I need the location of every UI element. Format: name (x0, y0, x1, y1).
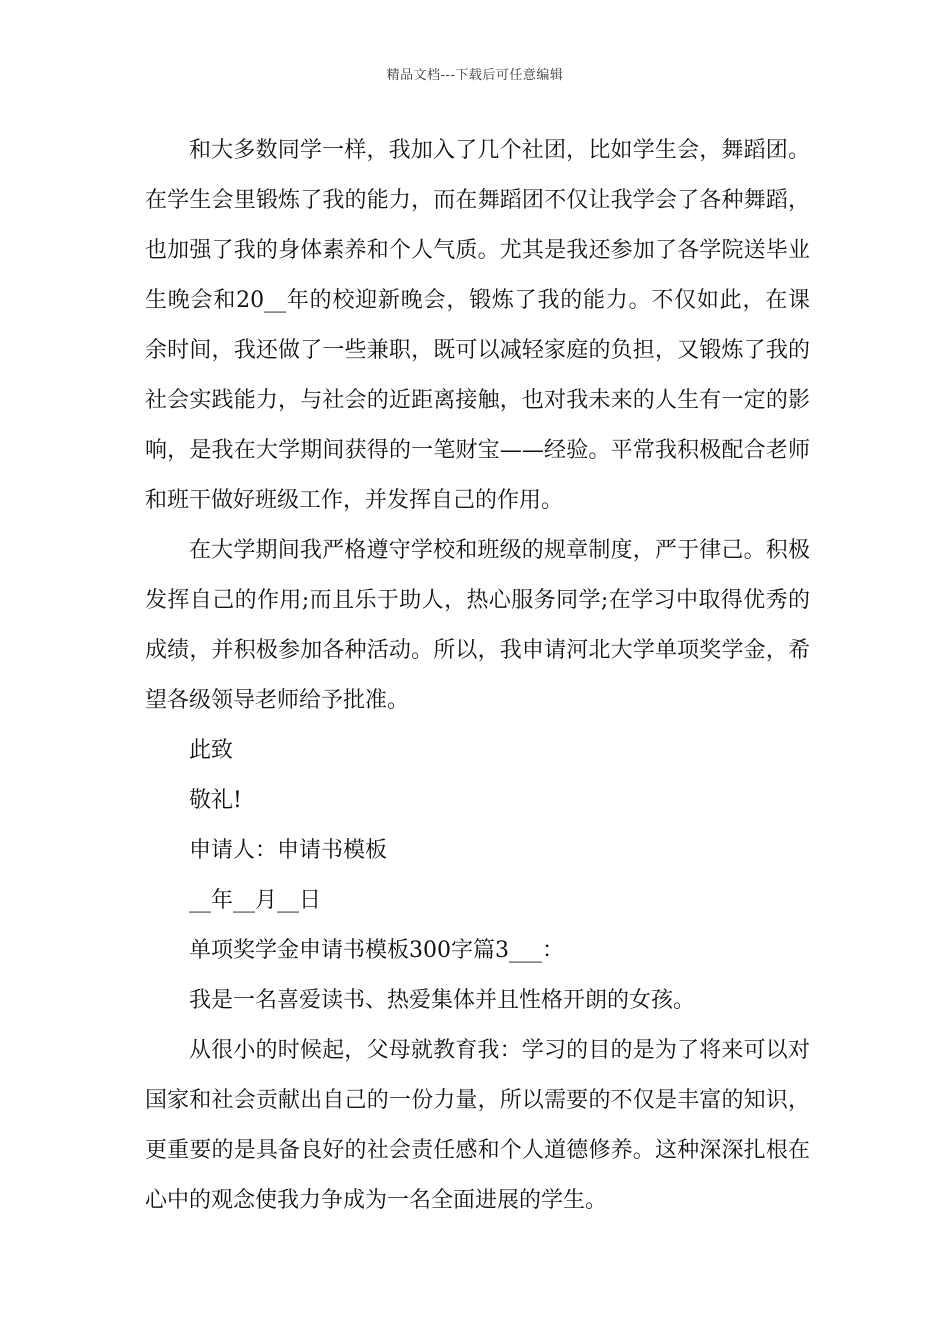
paragraph-upbringing: 从很小的时候起，父母就教育我：学习的目的是为了将来可以对国家和社会贡献出自己的一份力量，所以需要的不仅是丰富的知识，更重要的是具备良好的社会责任感和个人道德修养。这种深深扎根在心中的观念使我力争成为一名全面进展的学生。 (145, 1038, 810, 1213)
section-title: 单项奖学金申请书模板300字篇3___： (189, 938, 564, 963)
page-header: 精品文档---下载后可任意编辑 (386, 68, 564, 83)
document-body (145, 126, 810, 1226)
paragraph-clubs: 和大多数同学一样，我加入了几个社团，比如学生会，舞蹈团。在学生会里锻炼了我的能力，而在舞蹈团不仅让我学会了各种舞蹈，也加强了我的身体素养和个人气质。尤其是我还参加了各学院送毕业生晚会和20__年的校迎新晚会，锻炼了我的能力。不仅如此，在课余时间，我还做了一些兼职，既可以减轻家庭的负担，又锻炼了我的社会实践能力，与社会的近距离接触，也对我未来的人生有一定的影响，是我在大学期间获得的一笔财宝——经验。平常我积极配合老师和班干做好班级工作，并发挥自己的作用。 (145, 138, 810, 513)
paragraph-intro: 我是一名喜爱读书、热爱集体并且性格开朗的女孩。 (189, 988, 696, 1013)
date-line: __年__月__日 (189, 888, 322, 913)
closing-salutation: 此致 (189, 738, 234, 763)
closing-respect: 敬礼! (189, 788, 242, 813)
paragraph-discipline: 在大学期间我严格遵守学校和班级的规章制度，严于律己。积极发挥自己的作用;而且乐于助人，热心服务同学;在学习中取得优秀的成绩，并积极参加各种活动。所以，我申请河北大学单项奖学金，希望各级领导老师给予批准。 (145, 538, 810, 713)
applicant-line: 申请人：申请书模板 (189, 838, 388, 863)
